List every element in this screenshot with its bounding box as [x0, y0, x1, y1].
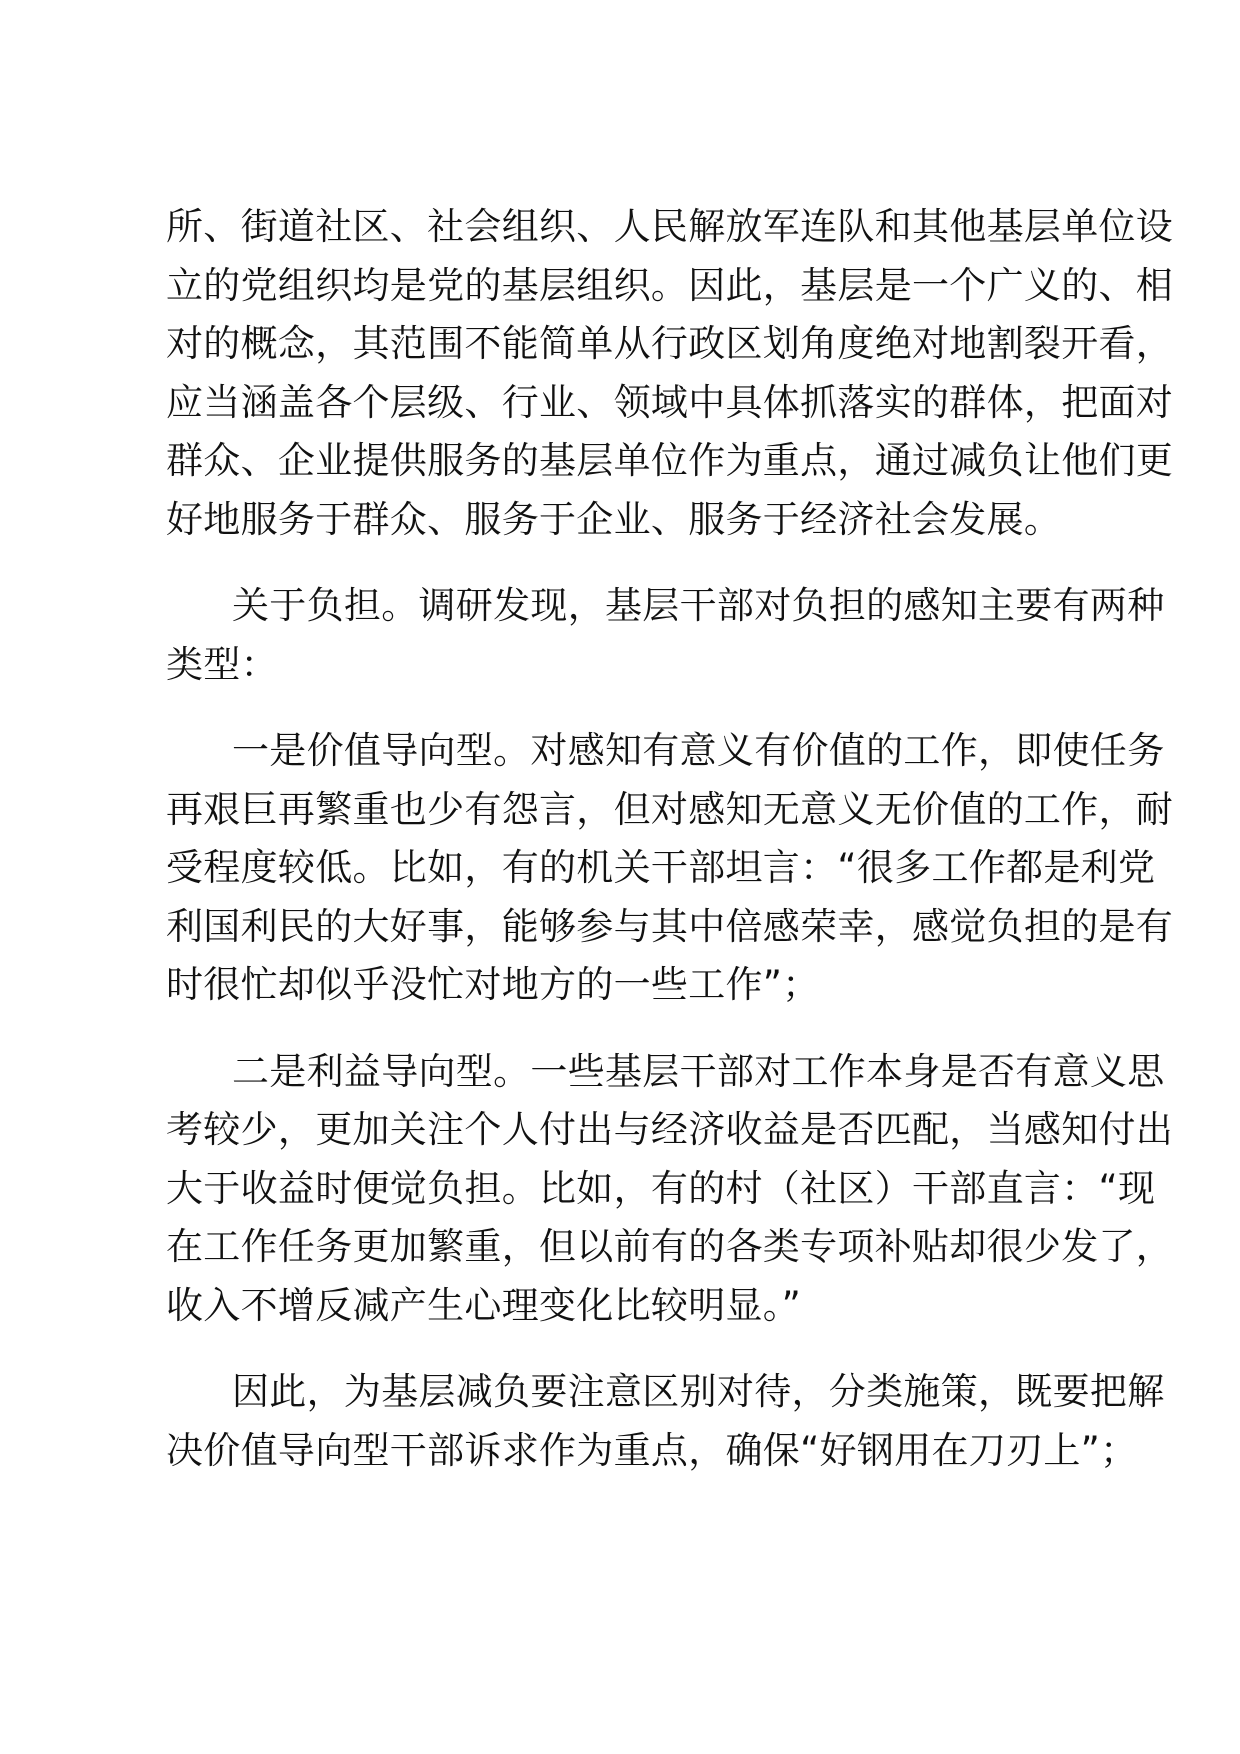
- text-line: 再艰巨再繁重也少有怨言，但对感知无意义无价值的工作，耐: [166, 787, 1174, 831]
- text-line: 关于负担。调研发现，基层干部对负担的感知主要有两种: [232, 584, 1165, 627]
- document-body: [166, 198, 1174, 1480]
- paragraph-conclusion: [166, 1363, 1165, 1480]
- paragraph-gap: [166, 1015, 1078, 1043]
- text-line: 利国利民的大好事，能够参与其中倍感荣幸，感觉负担的是有: [166, 904, 1174, 948]
- paragraph-grassroots-definition: [166, 198, 1174, 549]
- text-line: 类型：: [166, 642, 278, 686]
- text-line: 在工作任务更加繁重，但以前有的各类专项补贴却很少发了，: [166, 1225, 1174, 1268]
- text-line: 时很忙却似乎没忙对地方的一些工作”；: [166, 963, 820, 1006]
- text-line: 所、街道社区、社会组织、人民解放军连队和其他基层单位设: [166, 205, 1174, 248]
- paragraph-gap: [166, 1335, 1078, 1363]
- text-line: 受程度较低。比如，有的机关干部坦言：“很多工作都是利党: [166, 846, 1156, 889]
- text-line: 群众、企业提供服务的基层单位作为重点，通过减负让他们更: [166, 439, 1174, 482]
- paragraph-value-oriented: [166, 722, 1174, 1015]
- text-line: 因此，为基层减负要注意区别对待，分类施策，既要把解: [232, 1370, 1165, 1413]
- text-line: 一是价值导向型。对感知有意义有价值的工作，即使任务: [232, 729, 1165, 772]
- paragraph-gap: [166, 694, 1078, 722]
- paragraph-gap: [166, 549, 1078, 577]
- text-line: 决价值导向型干部诉求作为重点，确保“好钢用在刀刃上”；: [166, 1428, 1138, 1472]
- text-line: 对的概念，其范围不能简单从行政区划角度绝对地割裂开看，: [166, 322, 1174, 365]
- text-line: 收入不增反减产生心理变化比较明显。”: [166, 1283, 802, 1327]
- text-line: 考较少，更加关注个人付出与经济收益是否匹配，当感知付出: [166, 1108, 1174, 1151]
- text-line: 立的党组织均是党的基层组织。因此，基层是一个广义的、相: [166, 263, 1174, 307]
- paragraph-about-burden: [166, 577, 1165, 694]
- text-line: 好地服务于群众、服务于企业、服务于经济社会发展。: [166, 497, 1062, 541]
- paragraph-interest-oriented: [166, 1043, 1174, 1336]
- text-line: 应当涵盖各个层级、行业、领域中具体抓落实的群体，把面对: [166, 380, 1174, 424]
- text-line: 大于收益时便觉负担。比如，有的村（社区）干部直言：“现: [166, 1166, 1156, 1210]
- text-line: 二是利益导向型。一些基层干部对工作本身是否有意义思: [232, 1049, 1165, 1093]
